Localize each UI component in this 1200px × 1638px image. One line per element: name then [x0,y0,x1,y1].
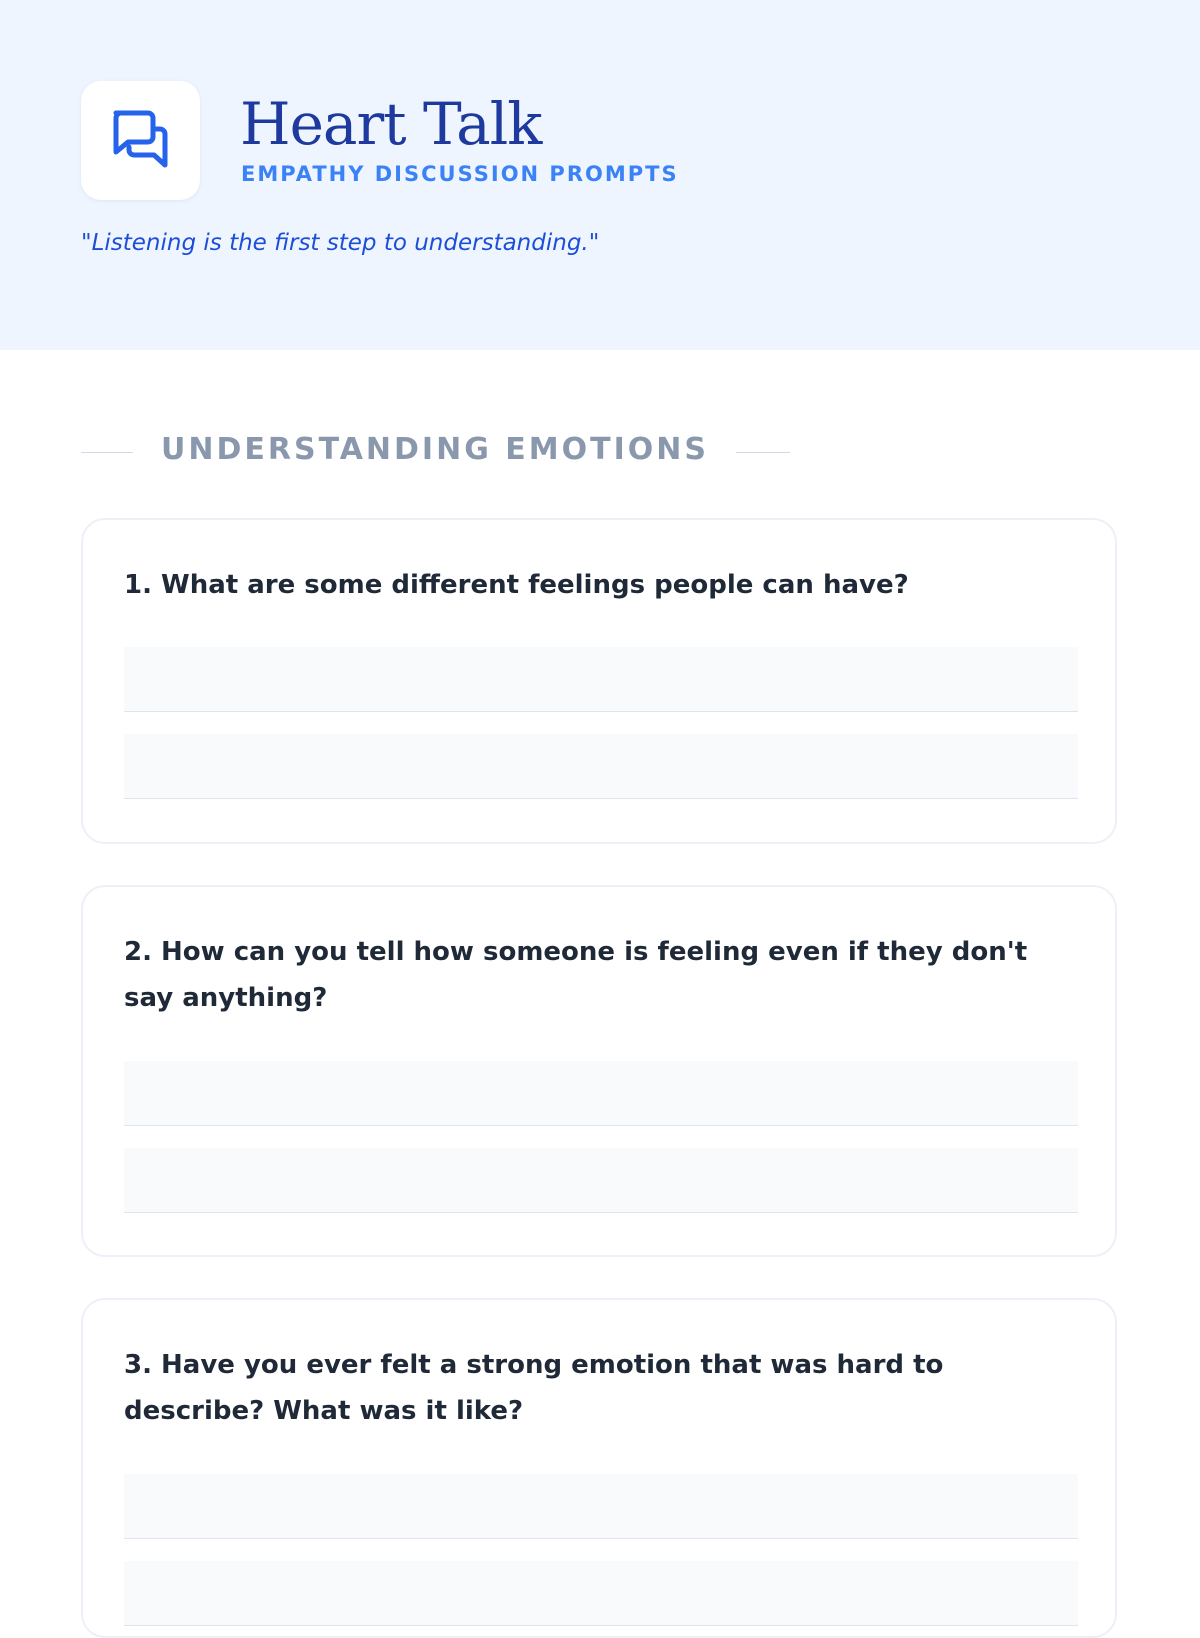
answer-line[interactable] [124,1148,1078,1213]
app-title: Heart Talk [240,90,542,158]
app-logo [81,81,200,200]
section-divider-left [81,452,133,453]
question-text: 2. How can you tell how someone is feeling even if they don't say anything? [124,937,1028,1013]
section-heading [81,428,801,478]
chat-bubbles-icon [107,107,173,173]
answer-line[interactable] [124,734,1078,799]
question-card [81,518,1117,844]
answer-line[interactable] [124,1061,1078,1126]
page-header [0,0,1200,350]
question-text: 3. Have you ever felt a strong emotion that was hard to describe? What was it like? [124,1350,944,1426]
header-quote: "Listening is the first step to understanding." [81,230,600,256]
answer-line[interactable] [124,1474,1078,1539]
question-text: 1. What are some different feelings people can have? [124,570,909,600]
section-divider-right [736,452,790,453]
section-title: UNDERSTANDING EMOTIONS [161,432,709,467]
answer-line[interactable] [124,1561,1078,1626]
answer-line[interactable] [124,647,1078,712]
question-card [81,885,1117,1257]
app-subtitle: EMPATHY DISCUSSION PROMPTS [241,162,679,186]
question-card [81,1298,1117,1638]
